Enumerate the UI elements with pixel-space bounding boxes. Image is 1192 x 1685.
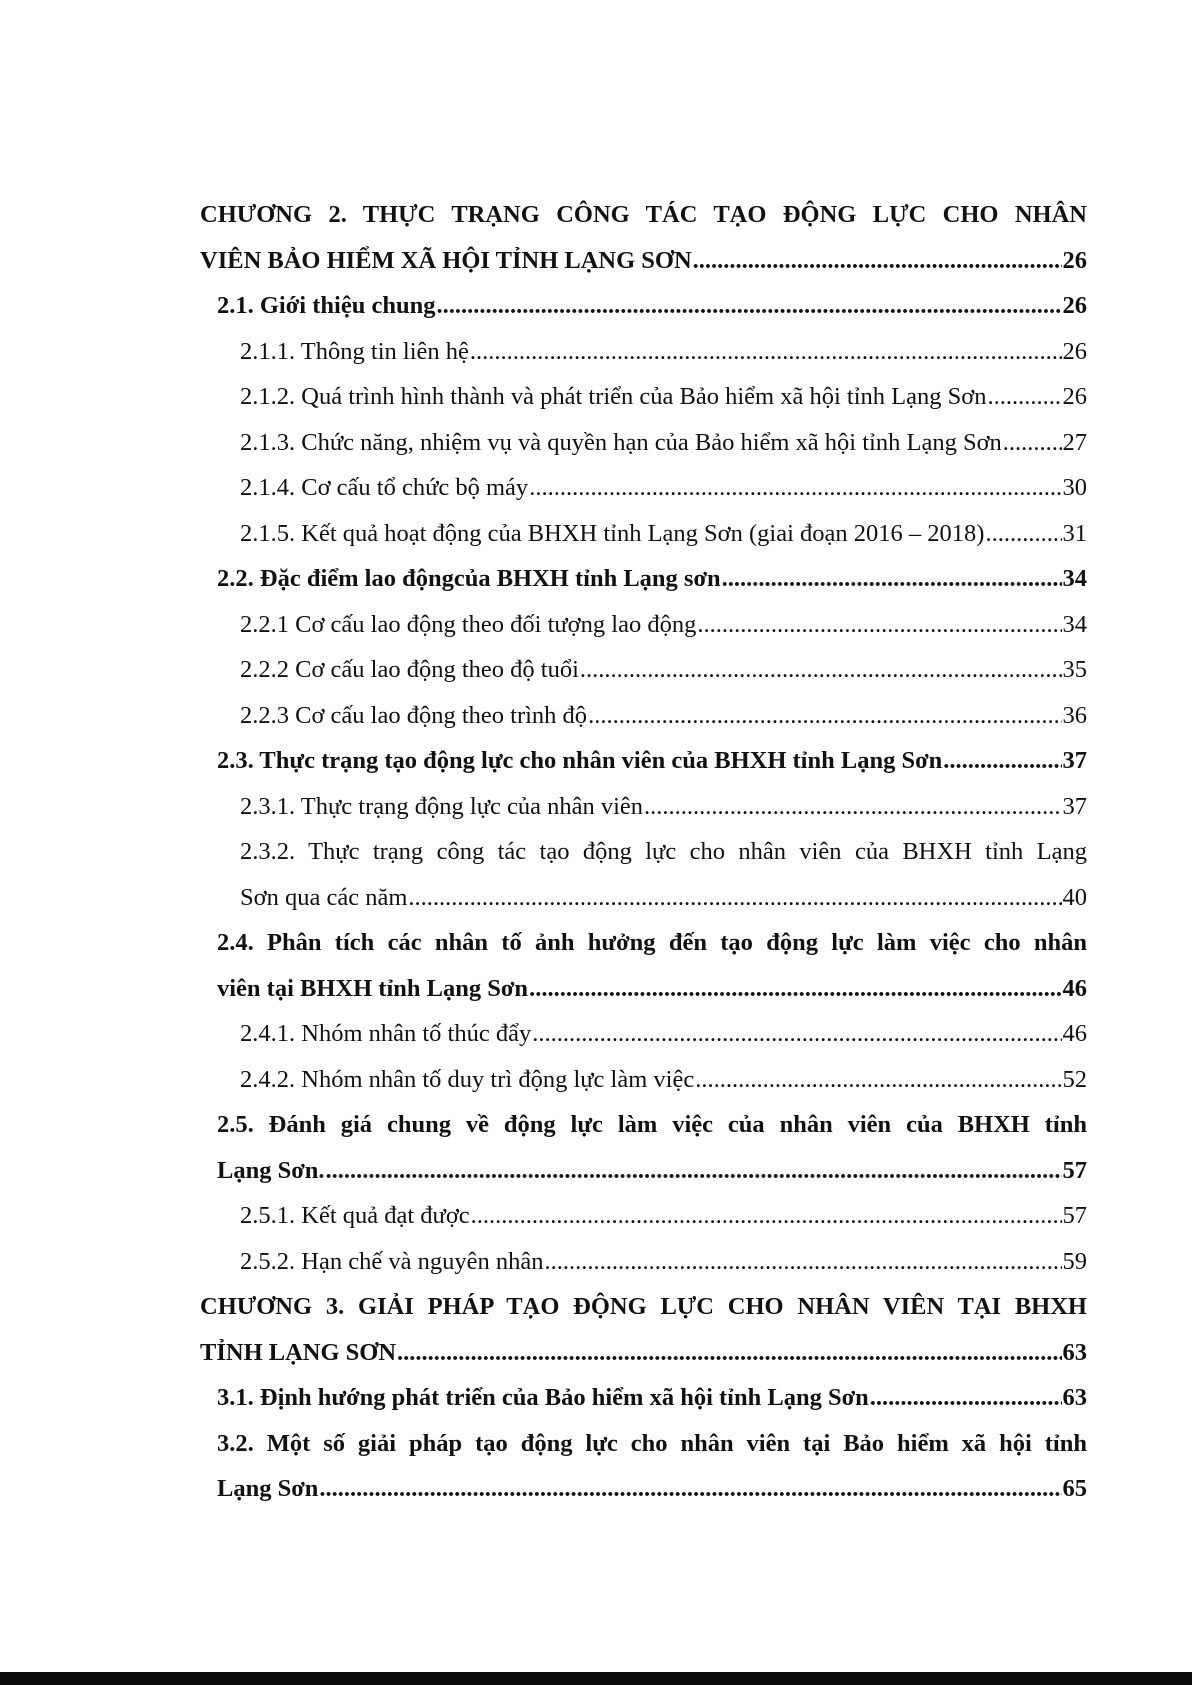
toc-dot-leader xyxy=(588,693,1061,739)
toc-subsection-entry xyxy=(200,420,1087,466)
toc-subsection-entry xyxy=(200,329,1087,375)
toc-dot-leader xyxy=(408,875,1061,921)
toc-dot-leader xyxy=(326,1148,1062,1194)
toc-entry-leader-line xyxy=(240,465,1087,511)
toc-entry-title: 2.3.1. Thực trạng động lực của nhân viên xyxy=(240,792,644,820)
toc-subsection-entry xyxy=(200,1057,1087,1103)
toc-entry-leader-line xyxy=(240,602,1087,648)
toc-entry-title: 2.1.2. Quá trình hình thành và phát triển của Bảo hiểm xã hội tỉnh Lạng Sơn xyxy=(240,383,987,410)
toc-entry-leader-line xyxy=(217,1148,1087,1194)
toc-entry-text-line: 2.3.2. Thực trạng công tác tạo động lực cho nhân viên của BHXH tỉnh Lạng xyxy=(240,838,1087,865)
toc-subsection-entry xyxy=(200,647,1087,693)
toc-subsection-entry xyxy=(200,1011,1087,1057)
toc-entry-leader-line xyxy=(240,647,1087,693)
toc-entry-title: 2.1.1. Thông tin liên hệ xyxy=(240,337,469,365)
toc-entry-title: viên tại BHXH tỉnh Lạng Sơn xyxy=(217,974,529,1002)
toc-entry-title: 2.1.4. Cơ cấu tổ chức bộ máy xyxy=(240,474,529,501)
toc-page-number: 30 xyxy=(1062,474,1087,501)
toc-subsection-entry xyxy=(200,602,1087,648)
toc-page-number: 63 xyxy=(1062,1338,1087,1366)
toc-entry-title: 2.5.1. Kết quả đạt được xyxy=(240,1202,470,1229)
toc-entry-text-line: 2.5. Đánh giá chung về động lực làm việc của nhân viên của BHXH tỉnh xyxy=(217,1111,1087,1138)
toc-dot-leader xyxy=(397,1330,1061,1376)
toc-page-number: 34 xyxy=(1062,610,1087,638)
toc-entry-title: TỈNH LẠNG SƠN xyxy=(200,1338,397,1366)
toc-entry-title: 2.3. Thực trạng tạo động lực cho nhân viên của BHXH tỉnh Lạng Sơn xyxy=(217,747,943,774)
toc-section-entry xyxy=(200,920,1087,1011)
toc-entry-title: 2.4.2. Nhóm nhân tố duy trì động lực làm việc xyxy=(240,1065,695,1093)
toc-page-number: 65 xyxy=(1062,1475,1087,1502)
toc-dot-leader xyxy=(985,511,1061,557)
toc-page-number: 59 xyxy=(1062,1247,1087,1275)
toc-subsection-entry xyxy=(200,784,1087,830)
toc-subsection-entry xyxy=(200,374,1087,420)
toc-entry-leader-line xyxy=(217,1466,1087,1512)
toc-entry-title: 2.2.3 Cơ cấu lao động theo trình độ xyxy=(240,701,588,729)
toc-subsection-entry xyxy=(200,829,1087,920)
toc-entry-text-line: 2.4. Phân tích các nhân tố ảnh hưởng đến tạo động lực làm việc cho nhân xyxy=(217,929,1087,956)
toc-page-number: 57 xyxy=(1062,1156,1087,1184)
toc-page-number: 27 xyxy=(1062,428,1087,456)
toc-page-number: 37 xyxy=(1062,747,1087,774)
toc-page-number: 31 xyxy=(1062,519,1087,547)
toc-section-entry xyxy=(200,1102,1087,1193)
toc-page-number: 36 xyxy=(1062,701,1087,729)
toc-dot-leader xyxy=(580,647,1062,693)
toc-dot-leader xyxy=(943,738,1061,784)
toc-entry-title: VIÊN BẢO HIỂM XÃ HỘI TỈNH LẠNG SƠN xyxy=(200,246,692,274)
toc-entry-leader-line xyxy=(240,374,1087,420)
toc-dot-leader xyxy=(987,374,1061,420)
toc-dot-leader xyxy=(470,329,1062,375)
toc-entry-title: 2.4.1. Nhóm nhân tố thúc đẩy xyxy=(240,1020,532,1047)
toc-entry-title: Lạng Sơn. xyxy=(217,1156,325,1184)
toc-dot-leader xyxy=(870,1375,1062,1421)
toc-entry-leader-line xyxy=(200,238,1087,284)
toc-entry-title: 2.2.1 Cơ cấu lao động theo đối tượng lao động xyxy=(240,610,697,638)
toc-chapter-entry xyxy=(200,192,1087,283)
toc-page-number: 34 xyxy=(1062,565,1087,592)
toc-page-number: 26 xyxy=(1062,337,1087,365)
toc-entry-title: 2.2. Đặc điểm lao độngcủa BHXH tỉnh Lạng sơn xyxy=(217,565,721,592)
toc-entry-leader-line xyxy=(240,1193,1087,1239)
toc-dot-leader xyxy=(529,465,1061,511)
bottom-edge-bar xyxy=(0,1672,1192,1685)
toc-entry-leader-line xyxy=(217,283,1087,329)
toc-entry-leader-line xyxy=(217,1375,1087,1421)
toc-entry-title: Lạng Sơn xyxy=(217,1475,319,1502)
toc-entry-leader-line xyxy=(240,329,1087,375)
toc-section-entry xyxy=(200,1375,1087,1421)
toc-entry-leader-line xyxy=(240,1057,1087,1103)
toc-entry-title: 2.1. Giới thiệu chung xyxy=(217,292,436,319)
toc-entry-leader-line xyxy=(240,875,1087,921)
toc-dot-leader xyxy=(693,238,1062,284)
toc-page-number: 26 xyxy=(1062,383,1087,410)
toc-page-number: 35 xyxy=(1062,656,1087,683)
toc-entry-leader-line xyxy=(240,1239,1087,1285)
toc-entry-title: 2.5.2. Hạn chế và nguyên nhân xyxy=(240,1247,544,1275)
toc-section-entry xyxy=(200,1421,1087,1512)
toc-dot-leader xyxy=(529,966,1061,1012)
toc-entry-title: 2.2.2 Cơ cấu lao động theo độ tuổi xyxy=(240,656,579,683)
toc-dot-leader xyxy=(695,1057,1061,1103)
toc-entry-title: 2.1.5. Kết quả hoạt động của BHXH tỉnh Lạng Sơn (giai đoạn 2016 – 2018) xyxy=(240,519,985,547)
toc-chapter-entry xyxy=(200,1284,1087,1375)
toc-dot-leader xyxy=(544,1239,1061,1285)
toc-page-number: 52 xyxy=(1062,1065,1087,1093)
toc-entry-leader-line xyxy=(240,420,1087,466)
toc-section-entry xyxy=(200,556,1087,602)
toc-dot-leader xyxy=(319,1466,1061,1512)
toc-dot-leader xyxy=(644,784,1061,830)
toc-page-number: 26 xyxy=(1062,292,1087,319)
toc-entry-text-line: CHƯƠNG 2. THỰC TRẠNG CÔNG TÁC TẠO ĐỘNG LỰC CHO NHÂN xyxy=(200,201,1087,228)
toc-entry-leader-line xyxy=(240,1011,1087,1057)
toc-subsection-entry xyxy=(200,1239,1087,1285)
toc-subsection-entry xyxy=(200,1193,1087,1239)
toc-section-entry xyxy=(200,738,1087,784)
toc-dot-leader xyxy=(1003,420,1062,466)
toc-entry-leader-line xyxy=(240,693,1087,739)
toc-subsection-entry xyxy=(200,511,1087,557)
toc-entry-title: 2.1.3. Chức năng, nhiệm vụ và quyền hạn của Bảo hiểm xã hội tỉnh Lạng Sơn xyxy=(240,428,1002,456)
toc-dot-leader xyxy=(697,602,1061,648)
toc-dot-leader xyxy=(532,1011,1061,1057)
toc-dot-leader xyxy=(722,556,1062,602)
toc-page-number: 46 xyxy=(1062,1020,1087,1047)
toc-page-number: 37 xyxy=(1062,792,1087,820)
toc-page-number: 46 xyxy=(1062,974,1087,1002)
toc-page-number: 26 xyxy=(1062,246,1087,274)
toc-dot-leader xyxy=(436,283,1061,329)
toc-entry-text-line: CHƯƠNG 3. GIẢI PHÁP TẠO ĐỘNG LỰC CHO NHÂN VIÊN TẠI BHXH xyxy=(200,1293,1087,1320)
toc-entry-leader-line xyxy=(217,738,1087,784)
toc-entry-leader-line xyxy=(240,784,1087,830)
toc-entry-title: Sơn qua các năm xyxy=(240,883,408,911)
toc-entry-text-line: 3.2. Một số giải pháp tạo động lực cho nhân viên tại Bảo hiểm xã hội tỉnh xyxy=(217,1429,1087,1457)
toc-subsection-entry xyxy=(200,465,1087,511)
toc-page-number: 57 xyxy=(1062,1202,1087,1229)
toc-dot-leader xyxy=(471,1193,1062,1239)
toc-entry-leader-line xyxy=(217,966,1087,1012)
toc-entry-leader-line xyxy=(217,556,1087,602)
table-of-contents xyxy=(200,192,1087,1512)
toc-subsection-entry xyxy=(200,693,1087,739)
toc-entry-leader-line xyxy=(240,511,1087,557)
toc-entry-title: 3.1. Định hướng phát triển của Bảo hiểm xã hội tỉnh Lạng Sơn xyxy=(217,1384,869,1411)
toc-entry-leader-line xyxy=(200,1330,1087,1376)
toc-page-number: 40 xyxy=(1062,883,1087,911)
toc-section-entry xyxy=(200,283,1087,329)
toc-page-number: 63 xyxy=(1062,1384,1087,1411)
